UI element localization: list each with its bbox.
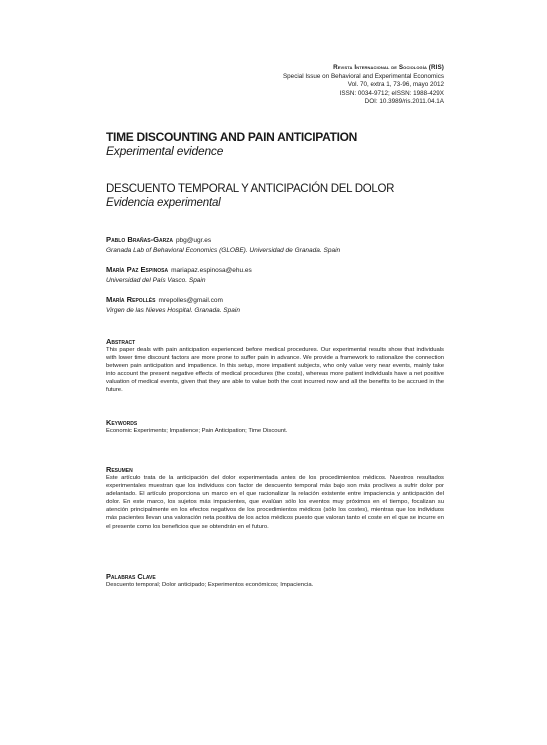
resumen-text: Este artículo trata de la anticipación del dolor experimentada antes de los procedimientos médicos. Nuestros resultados experimentales muestran que los individuos con factor de descuento temporal más bajo son más proclives a sufrir dolor por adelantado. El artículo proporciona un marco en el que racionalizar la relación existente entre impaciencia y anticipación del dolor. En este marco, los sujetos más impacientes, que evalúan sólo los eventos muy próximos en el tiempo, focalizan su atención principalmente en los efectos negativos de los procedimientos médicos (sólo los costes), mientras que los individuos más pacientes llevan una valoración neta positiva de los actos médicos puesto que valoran tanto el coste en el que se incurre en el presente como los beneficios que se obtendrán en el futuro.	[106, 475, 444, 530]
palabras-clave-text: Descuento temporal; Dolor anticipado; Experimentos económicos; Impaciencia.	[106, 582, 314, 588]
authors-block	[106, 236, 444, 326]
journal-volume: Vol. 70, extra 1, 73-96, mayo 2012	[347, 81, 444, 89]
abstract-heading: Abstract	[106, 337, 136, 346]
abstract-section	[106, 337, 444, 395]
abstract-text: This paper deals with pain anticipation experienced before medical procedures. Our experimental results show that individuals with lower time discount factors are more prone to suffer pain in advance. We provide a framework to rationalize the connection between pain anticipation and impatience. In this setup, more impatient subjects, who only value very near events, mainly take into account the present negative effects of medical procedures (the costs), whereas more patient individuals have a net positive valuation of medical events, given that they are able to value both the cost incurred now and all the benefits to be accrued in the future.	[106, 347, 444, 394]
author-name: María Paz Espinosa	[106, 265, 169, 274]
keywords-section	[106, 418, 444, 435]
journal-doi: DOI: 10.3989/ris.2011.04.1A	[364, 98, 444, 106]
keywords-heading: Keywords	[106, 418, 138, 427]
title-block-english	[106, 130, 444, 159]
author-entry	[106, 236, 444, 255]
paper-subtitle-spanish: Evidencia experimental	[106, 197, 221, 209]
author-name: Pablo Brañas-Garza	[106, 235, 173, 244]
resumen-heading: Resumen	[106, 465, 133, 474]
author-affiliation: Granada Lab of Behavioral Economics (GLOBE). Universidad de Granada. Spain	[106, 247, 341, 254]
author-entry	[106, 296, 444, 315]
resumen-section	[106, 465, 444, 531]
journal-header	[283, 64, 444, 107]
palabras-clave-section	[106, 572, 444, 589]
author-affiliation: Universidad del País Vasco. Spain	[106, 277, 206, 284]
paper-subtitle: Experimental evidence	[106, 144, 224, 158]
journal-issue: Special Issue on Behavioral and Experimental Economics	[282, 72, 444, 80]
author-affiliation: Virgen de las Nieves Hospital. Granada. Spain	[106, 307, 240, 314]
author-entry	[106, 266, 444, 285]
journal-title: Revista Internacional de Sociología (RIS)	[333, 64, 444, 71]
author-email[interactable]: mariapaz.espinosa@ehu.es	[171, 267, 252, 274]
palabras-clave-heading: Palabras Clave	[106, 572, 156, 581]
title-block-spanish	[106, 182, 444, 211]
paper-title: TIME DISCOUNTING AND PAIN ANTICIPATION	[106, 130, 358, 144]
journal-issn: ISSN: 0034-9712; eISSN: 1988-429X	[339, 89, 444, 97]
author-email[interactable]: pbg@ugr.es	[175, 237, 212, 244]
author-name: María Repollés	[106, 295, 156, 304]
paper-title-spanish: DESCUENTO TEMPORAL Y ANTICIPACIÓN DEL DOLOR	[106, 183, 395, 195]
author-email[interactable]: mrepolles@gmail.com	[158, 297, 223, 304]
keywords-text: Economic Experiments; Impatience; Pain Anticipation; Time Discount.	[106, 428, 288, 434]
